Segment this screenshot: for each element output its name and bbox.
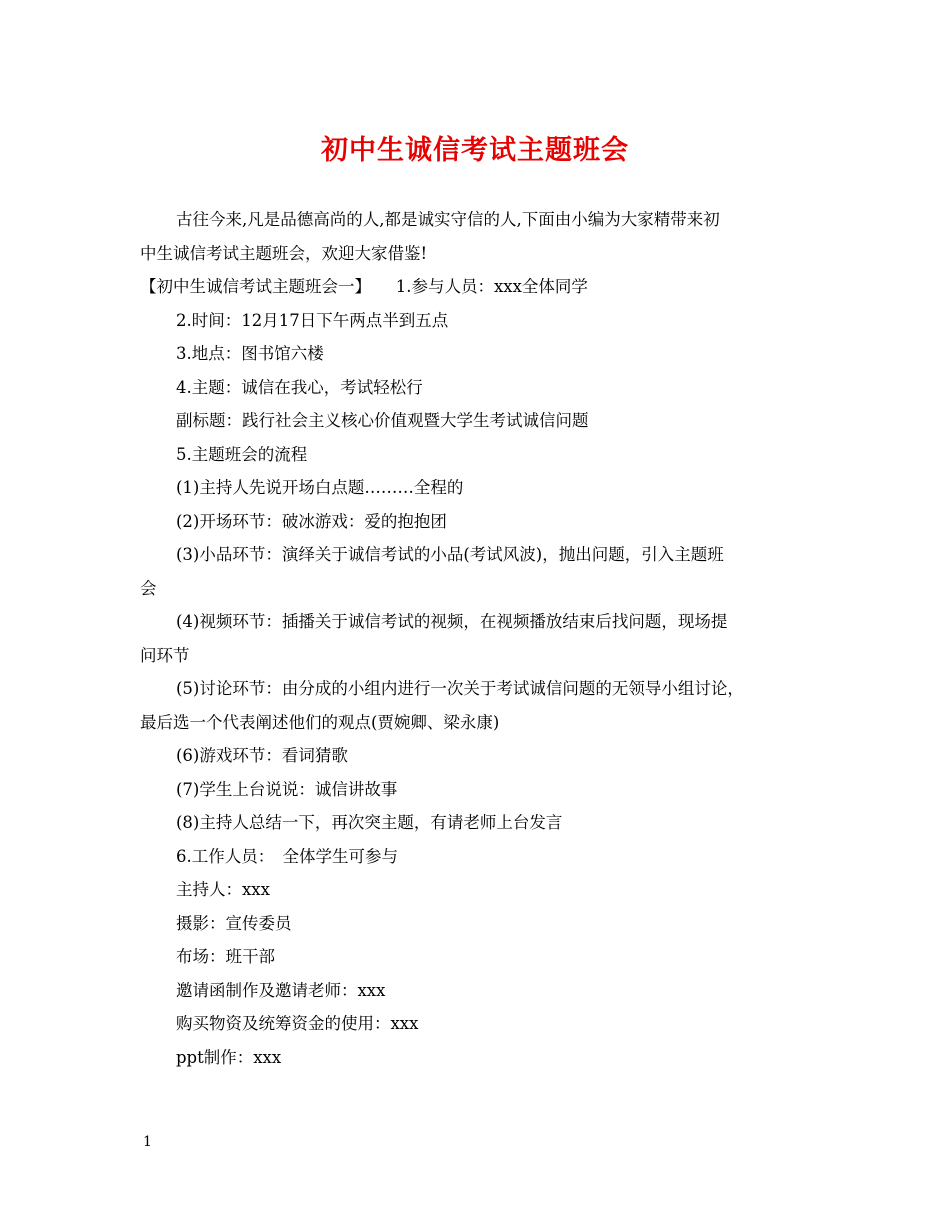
text-line: (4)视频环节：插播关于诚信考试的视频，在视频播放结束后找问题，现场提 [176,612,728,631]
text-line: 【初中生诚信考试主题班会一】 1.参与人员：xxx全体同学 [140,277,588,296]
text-line: 中生诚信考试主题班会，欢迎大家借鉴! [140,243,428,263]
text-line: (3)小品环节：演绎关于诚信考试的小品(考试风波)，抛出问题，引入主题班 [176,545,724,564]
text-line: 副标题：践行社会主义核心价值观暨大学生考试诚信问题 [176,411,589,430]
document-body [140,203,830,1074]
text-line: 布场：班干部 [176,947,275,966]
text-line: 摄影：宣传委员 [176,913,292,933]
text-line: 主持人：xxx [176,880,270,899]
text-line: 5.主题班会的流程 [176,444,308,464]
text-line: 古往今来,凡是品德高尚的人,都是诚实守信的人,下面由小编为大家精带来初 [176,210,720,229]
text-line: (1)主持人先说开场白点题………全程的 [176,478,464,497]
document-title: 初中生诚信考试主题班会 [321,135,629,166]
text-line: 2.时间：12月17日下午两点半到五点 [176,310,449,330]
text-line: 问环节 [140,645,190,665]
text-line: 购买物资及统筹资金的使用：xxx [176,1014,419,1033]
text-line: (2)开场环节：破冰游戏：爱的抱抱团 [176,511,447,531]
text-line: 4.主题：诚信在我心，考试轻松行 [176,377,423,397]
text-line: (5)讨论环节：由分成的小组内进行一次关于考试诚信问题的无领导小组讨论， [176,679,744,698]
text-line: 邀请函制作及邀请老师：xxx [176,980,386,1000]
text-line: (6)游戏环节：看词猜歌 [176,746,348,765]
text-line: 3.地点：图书馆六楼 [176,344,324,363]
text-line: (8)主持人总结一下，再次突主题，有请老师上台发言 [176,813,563,832]
text-line: ppt制作：xxx [176,1047,282,1067]
text-line: (7)学生上台说说：诚信讲故事 [176,779,398,799]
text-line: 6.工作人员： 全体学生可参与 [176,846,398,866]
page-number: 1 [143,1134,152,1150]
text-line: 会 [140,578,157,598]
text-line: 最后选一个代表阐述他们的观点(贾婉卿、梁永康) [140,712,500,732]
